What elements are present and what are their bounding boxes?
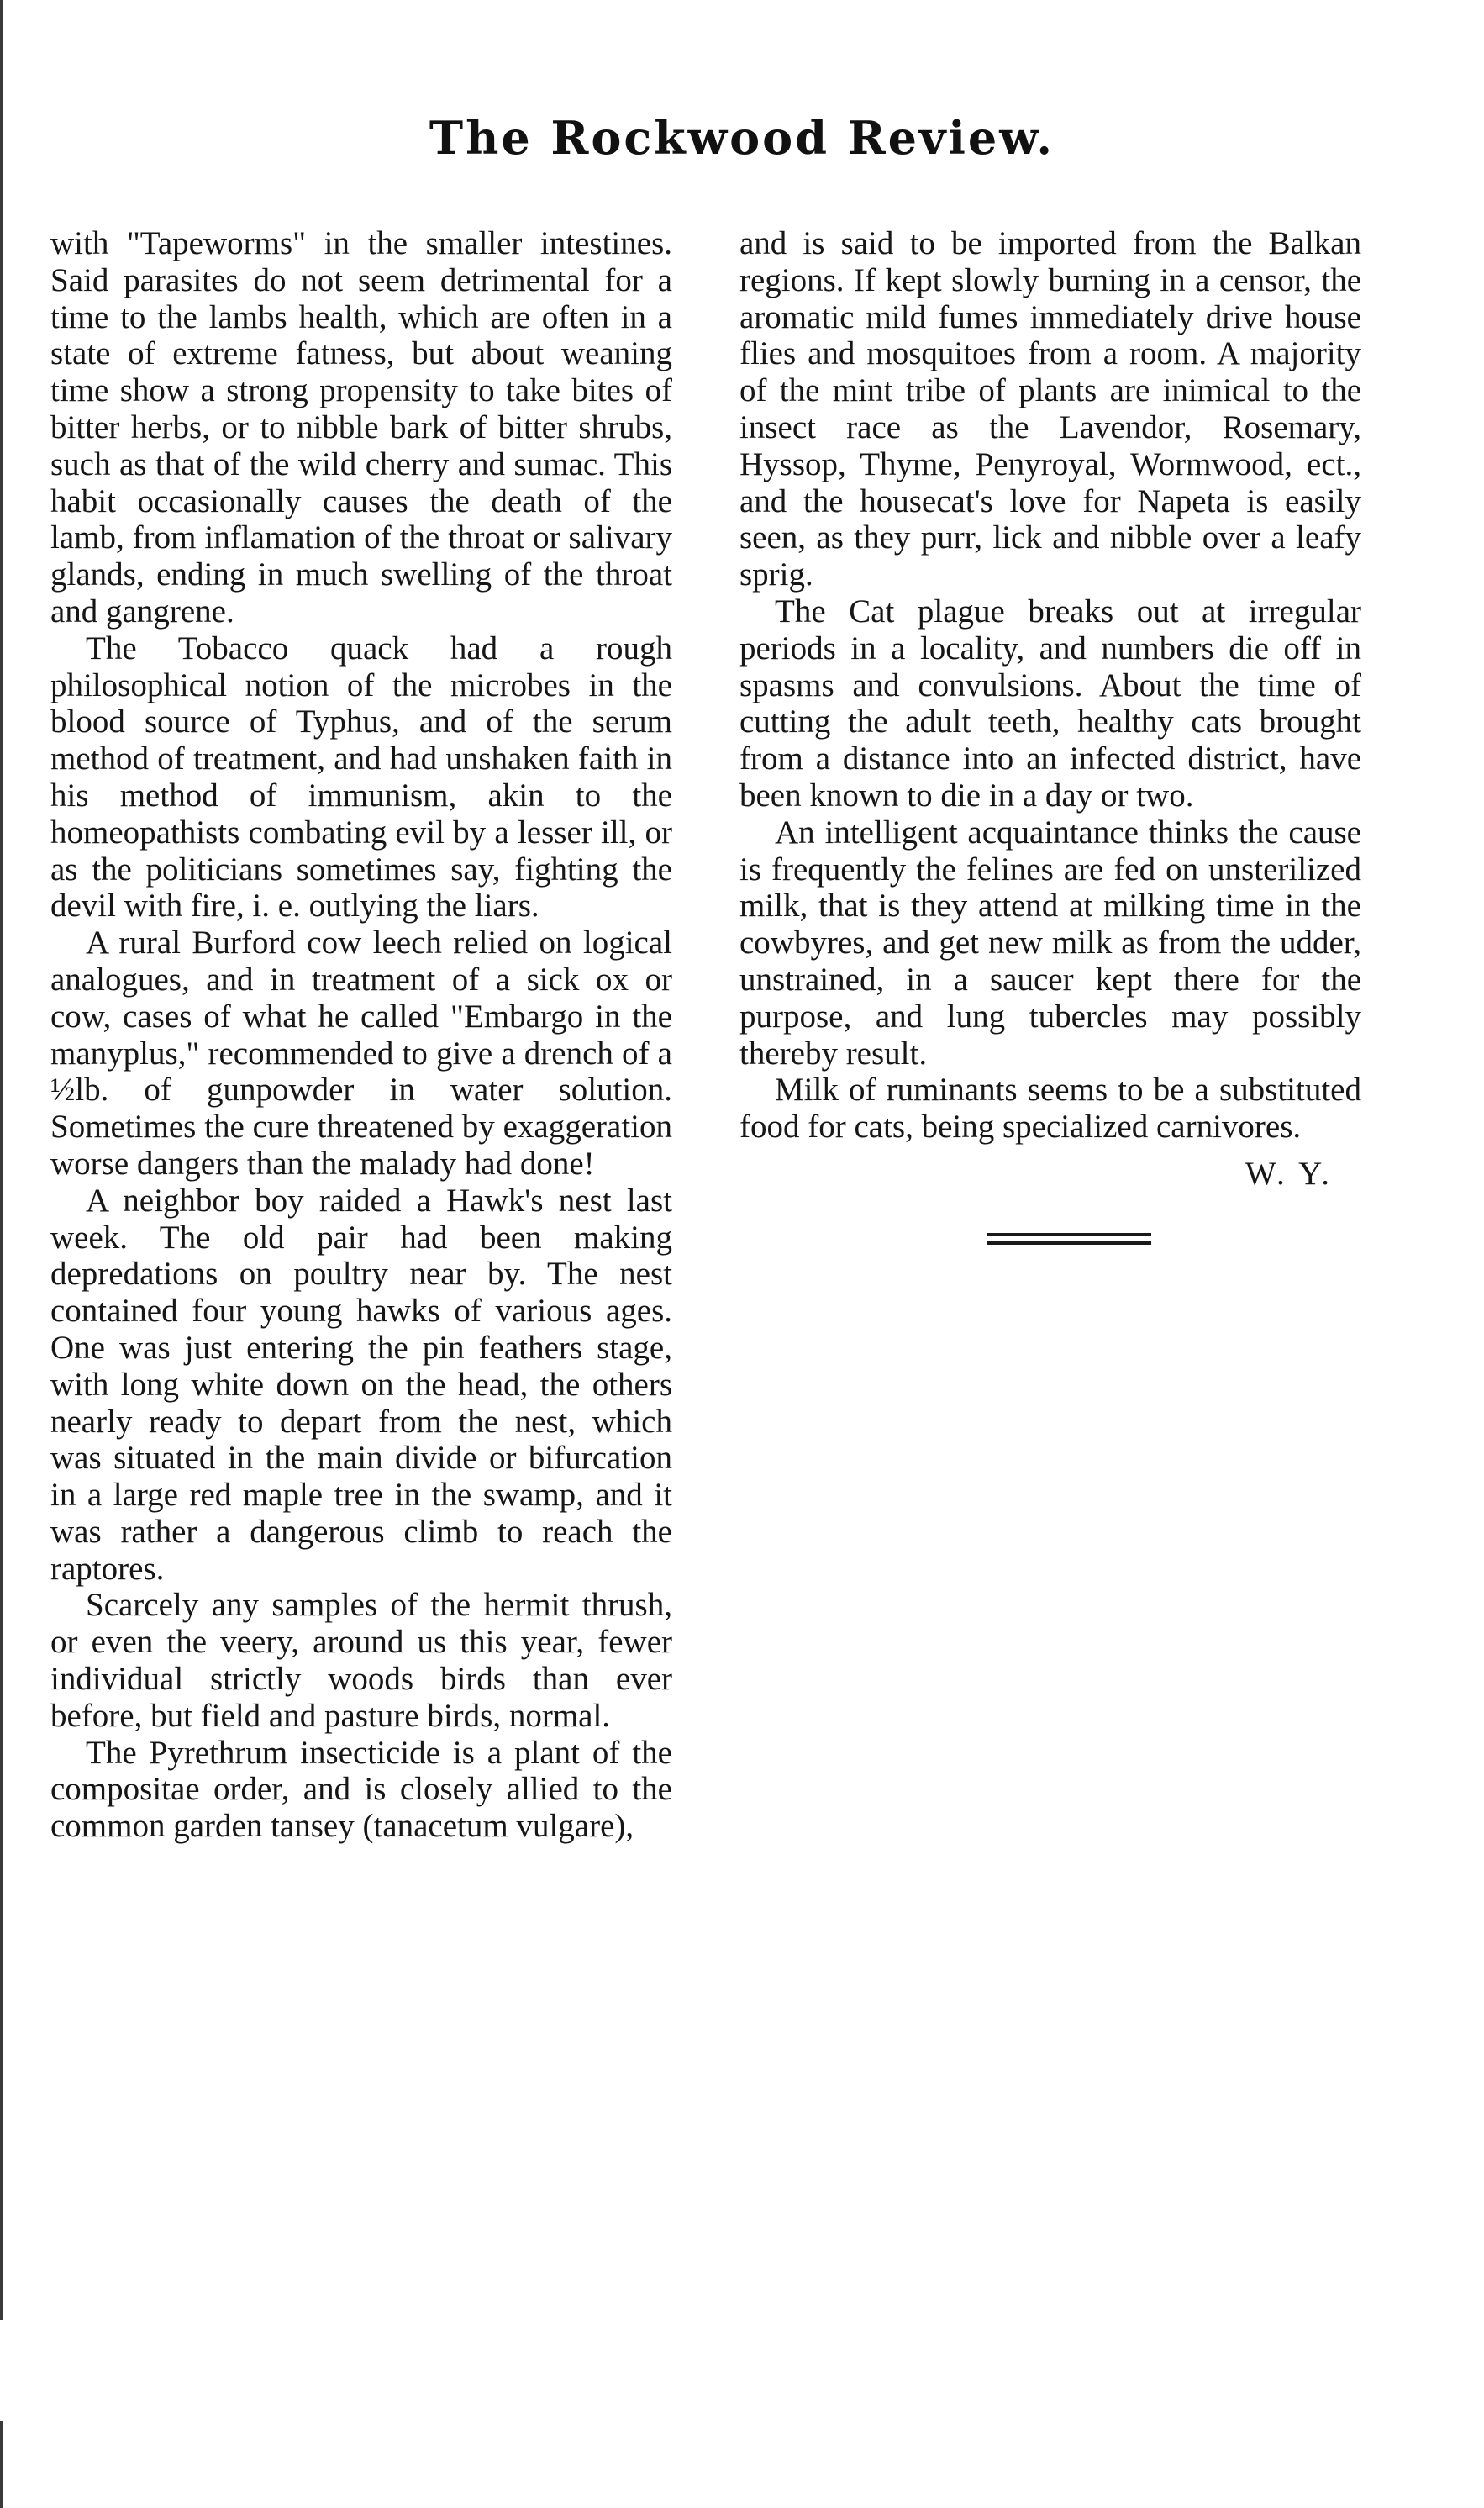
scan-edge-gap (0, 2320, 3, 2421)
paragraph-balkan-regions: and is said to be imported from the Balkan regions. If kept slowly burning in a censor, the aromatic mild fumes immediately drive house flies and mosquitoes from a room. A majority of the mint tribe of plants are inimical to the insect race as the Lavendor, Rosemary, Hyssop, Thyme, Penyroyal, Wormwood, ect., and the housecat's love for Napeta is easily seen, as they purr, lick and nibble over a leafy sprig. (739, 225, 1361, 593)
paragraph-ruminants: Milk of ruminants seems to be a substituted food for cats, being specialized carnivores. (739, 1072, 1361, 1146)
paragraph-hermit-thrush: Scarcely any samples of the hermit thrush, or even the veery, around us this year, fewer individual strictly woods birds than ever before, but field and pasture birds, normal. (50, 1587, 672, 1734)
paragraph-pyrethrum: The Pyrethrum insecticide is a plant of the compositae order, and is closely allied to the common garden tansey (tanacetum vulgare), (50, 1734, 672, 1845)
masthead-title: The Rockwood Review. (429, 111, 1055, 165)
paragraph-hawks-nest: A neighbor boy raided a Hawk's nest last week. The old pair had been making depredations on poultry near by. The nest contained four young hawks of various ages. One was just entering the pin feathers stage, with long white down on the head, the others nearly ready to depart from the nest, which was situated in the main divide or bifurcation in a large red maple tree in the swamp, and it was rather a dangerous climb to reach the raptores. (50, 1182, 672, 1587)
paragraph-unsterilized-milk: An intelligent acquaintance thinks the cause is frequently the felines are fed on unsterilized milk, that is they attend at milking time in the cowbyres, and get new milk as from the udder, unstrained, in a saucer kept there for the purpose, and lung tubercles may possibly thereby result. (739, 814, 1361, 1072)
author-signature: W. Y. (1245, 1155, 1333, 1192)
scan-edge-rule (0, 0, 3, 2508)
left-column (50, 225, 672, 1845)
right-column (739, 225, 1361, 1245)
paragraph-cat-plague: The Cat plague breaks out at irregular periods in a locality, and numbers die off in spasms and convulsions. About the time of cutting the adult teeth, healthy cats brought from a distance into an infected district, have been known to die in a day or two. (739, 593, 1361, 814)
paragraph-tobacco-quack: The Tobacco quack had a rough philosophical notion of the microbes in the blood source of Typhus, and of the serum method of treatment, and had unshaken faith in his method of immunism, akin to the homeopathists combating evil by a lesser ill, or as the politicians sometimes say, fighting the devil with fire, i. e. outlying the liars. (50, 630, 672, 925)
paragraph-cow-leech: A rural Burford cow leech relied on logical analogues, and in treatment of a sick ox or cow, cases of what he called "Embargo in the manyplus," recommended to give a drench of a ½lb. of gunpowder in water solution. Sometimes the cure threatened by exaggeration worse dangers than the malady had done! (50, 925, 672, 1182)
section-end-double-rule (987, 1233, 1151, 1245)
paragraph-tapeworms: with "Tapeworms" in the smaller intestines. Said parasites do not seem detrimental for a time to the lambs health, which are often in a state of extreme fatness, but about weaning time show a strong propensity to take bites of bitter herbs, or to nibble bark of bitter shrubs, such as that of the wild cherry and sumac. This habit occasionally causes the death of the lamb, from inflamation of the throat or salivary glands, ending in much swelling of the throat and gangrene. (50, 225, 672, 630)
